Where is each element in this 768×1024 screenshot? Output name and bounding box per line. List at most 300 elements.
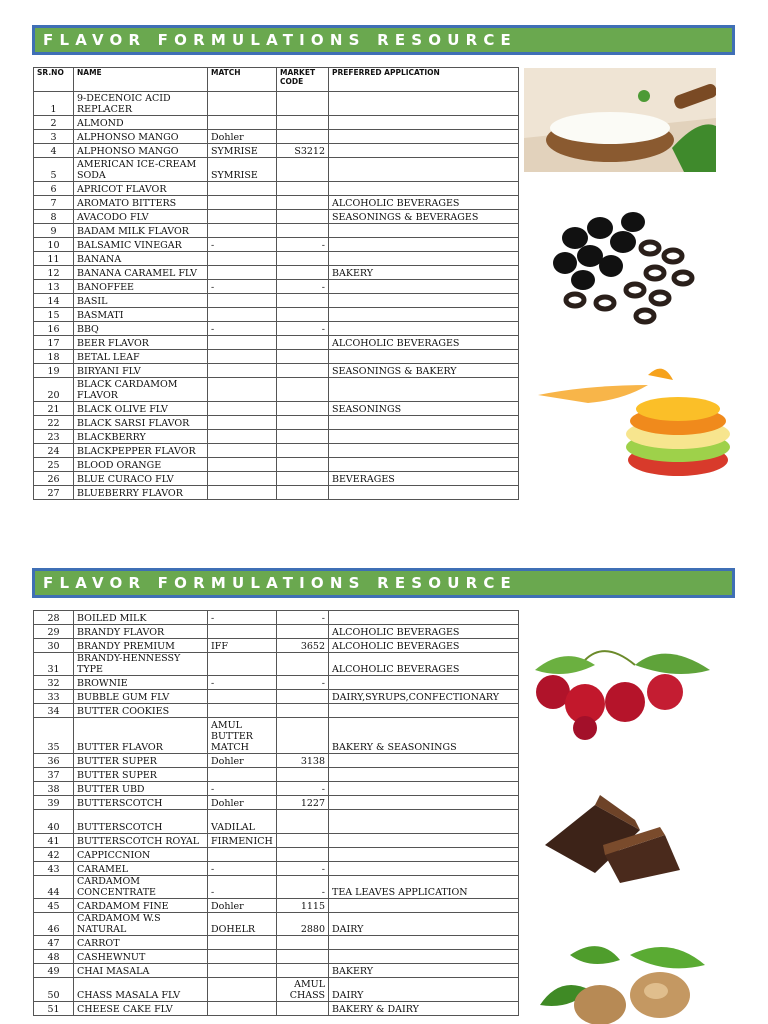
- table-row: [34, 718, 519, 754]
- match-cell: [208, 92, 277, 116]
- table-row: [34, 130, 519, 144]
- sr-no-cell: 37: [34, 768, 74, 782]
- header-market-code: MARKET CODE: [277, 68, 329, 92]
- match-cell: [208, 444, 277, 458]
- application-cell: ALCOHOLIC BEVERAGES: [329, 639, 519, 653]
- flavor-table-2: [33, 610, 519, 1016]
- sr-no-cell: 38: [34, 782, 74, 796]
- market-code-cell: -: [277, 322, 329, 336]
- application-cell: [329, 486, 519, 500]
- name-cell: BLACKBERRY: [74, 430, 208, 444]
- market-code-cell: [277, 350, 329, 364]
- sr-no-cell: 48: [34, 950, 74, 964]
- match-cell: SYMRISE: [208, 144, 277, 158]
- name-cell: CASHEWNUT: [74, 950, 208, 964]
- name-cell: CAPPICCNION: [74, 848, 208, 862]
- market-code-cell: [277, 718, 329, 754]
- match-cell: [208, 690, 277, 704]
- match-cell: VADILAL: [208, 810, 277, 834]
- match-cell: Dohler: [208, 899, 277, 913]
- market-code-cell: [277, 950, 329, 964]
- table-row: [34, 336, 519, 350]
- application-cell: BAKERY & SEASONINGS: [329, 718, 519, 754]
- application-cell: [329, 322, 519, 336]
- name-cell: CARAMEL: [74, 862, 208, 876]
- table-row: [34, 754, 519, 768]
- sr-no-cell: 36: [34, 754, 74, 768]
- table-row: [34, 639, 519, 653]
- cherries-image: [525, 640, 715, 740]
- sr-no-cell: 9: [34, 224, 74, 238]
- name-cell: BROWNIE: [74, 676, 208, 690]
- sr-no-cell: 50: [34, 978, 74, 1002]
- match-cell: SYMRISE: [208, 158, 277, 182]
- market-code-cell: -: [277, 876, 329, 899]
- application-cell: [329, 378, 519, 402]
- match-cell: [208, 252, 277, 266]
- match-cell: DOHELR: [208, 913, 277, 936]
- market-code-cell: [277, 116, 329, 130]
- market-code-cell: [277, 653, 329, 676]
- name-cell: BANANA CARAMEL FLV: [74, 266, 208, 280]
- market-code-cell: -: [277, 611, 329, 625]
- market-code-cell: [277, 964, 329, 978]
- name-cell: BUTTERSCOTCH: [74, 810, 208, 834]
- application-cell: BAKERY: [329, 964, 519, 978]
- application-cell: [329, 899, 519, 913]
- market-code-cell: [277, 224, 329, 238]
- application-cell: [329, 444, 519, 458]
- match-cell: [208, 350, 277, 364]
- market-code-cell: [277, 130, 329, 144]
- match-cell: [208, 978, 277, 1002]
- table-row: [34, 862, 519, 876]
- table-row: [34, 350, 519, 364]
- name-cell: ALPHONSO MANGO: [74, 144, 208, 158]
- application-cell: SEASONINGS & BEVERAGES: [329, 210, 519, 224]
- market-code-cell: [277, 848, 329, 862]
- table-row: [34, 294, 519, 308]
- table-row: [34, 782, 519, 796]
- match-cell: [208, 402, 277, 416]
- match-cell: [208, 458, 277, 472]
- application-cell: [329, 182, 519, 196]
- table-row: [34, 950, 519, 964]
- sr-no-cell: 44: [34, 876, 74, 899]
- sr-no-cell: 5: [34, 158, 74, 182]
- match-cell: -: [208, 238, 277, 252]
- application-cell: [329, 308, 519, 322]
- header-preferred-application: PREFERRED APPLICATION: [329, 68, 519, 92]
- table-row: [34, 280, 519, 294]
- table-row: [34, 430, 519, 444]
- table-row: [34, 472, 519, 486]
- table-row: [34, 676, 519, 690]
- application-cell: [329, 848, 519, 862]
- match-cell: AMUL BUTTER MATCH: [208, 718, 277, 754]
- sr-no-cell: 12: [34, 266, 74, 280]
- name-cell: BUTTER COOKIES: [74, 704, 208, 718]
- market-code-cell: [277, 210, 329, 224]
- sr-no-cell: 33: [34, 690, 74, 704]
- header-match: MATCH: [208, 68, 277, 92]
- application-cell: DAIRY,SYRUPS,CONFECTIONARY: [329, 690, 519, 704]
- name-cell: BASMATI: [74, 308, 208, 322]
- match-cell: [208, 936, 277, 950]
- match-cell: [208, 364, 277, 378]
- flavor-table-1: [33, 67, 519, 500]
- sr-no-cell: 1: [34, 92, 74, 116]
- name-cell: CARDAMOM CONCENTRATE: [74, 876, 208, 899]
- sr-no-cell: 17: [34, 336, 74, 350]
- name-cell: AMERICAN ICE-CREAM SODA: [74, 158, 208, 182]
- application-cell: [329, 116, 519, 130]
- match-cell: [208, 1002, 277, 1016]
- name-cell: BLACK SARSI FLAVOR: [74, 416, 208, 430]
- application-cell: BEVERAGES: [329, 472, 519, 486]
- match-cell: [208, 416, 277, 430]
- market-code-cell: [277, 472, 329, 486]
- market-code-cell: 1115: [277, 899, 329, 913]
- market-code-cell: [277, 294, 329, 308]
- match-cell: [208, 486, 277, 500]
- match-cell: [208, 378, 277, 402]
- match-cell: [208, 266, 277, 280]
- table-row: [34, 625, 519, 639]
- application-cell: [329, 796, 519, 810]
- match-cell: [208, 625, 277, 639]
- name-cell: BLACK CARDAMOM FLAVOR: [74, 378, 208, 402]
- table-row: [34, 364, 519, 378]
- application-cell: [329, 144, 519, 158]
- application-cell: [329, 238, 519, 252]
- sr-no-cell: 11: [34, 252, 74, 266]
- sr-no-cell: 18: [34, 350, 74, 364]
- sr-no-cell: 30: [34, 639, 74, 653]
- table-row: [34, 252, 519, 266]
- match-cell: [208, 964, 277, 978]
- name-cell: BUTTER FLAVOR: [74, 718, 208, 754]
- table-row: [34, 1002, 519, 1016]
- table-row: [34, 322, 519, 336]
- table-row: [34, 378, 519, 402]
- sr-no-cell: 10: [34, 238, 74, 252]
- match-cell: [208, 116, 277, 130]
- match-cell: FIRMENICH: [208, 834, 277, 848]
- name-cell: BIRYANI FLV: [74, 364, 208, 378]
- sr-no-cell: 6: [34, 182, 74, 196]
- sr-no-cell: 21: [34, 402, 74, 416]
- name-cell: ALPHONSO MANGO: [74, 130, 208, 144]
- sr-no-cell: 7: [34, 196, 74, 210]
- match-cell: [208, 950, 277, 964]
- application-cell: [329, 416, 519, 430]
- application-cell: DAIRY: [329, 978, 519, 1002]
- match-cell: [208, 210, 277, 224]
- name-cell: BLACKPEPPER FLAVOR: [74, 444, 208, 458]
- market-code-cell: [277, 458, 329, 472]
- name-cell: BALSAMIC VINEGAR: [74, 238, 208, 252]
- application-cell: [329, 810, 519, 834]
- application-cell: [329, 280, 519, 294]
- application-cell: [329, 936, 519, 950]
- name-cell: CARDAMOM FINE: [74, 899, 208, 913]
- sr-no-cell: 27: [34, 486, 74, 500]
- table-row: [34, 444, 519, 458]
- sr-no-cell: 31: [34, 653, 74, 676]
- match-cell: [208, 294, 277, 308]
- sr-no-cell: 25: [34, 458, 74, 472]
- sr-no-cell: 46: [34, 913, 74, 936]
- table-row: [34, 92, 519, 116]
- market-code-cell: [277, 486, 329, 500]
- header-sr-no: SR.NO: [34, 68, 74, 92]
- application-cell: [329, 350, 519, 364]
- market-code-cell: -: [277, 238, 329, 252]
- match-cell: [208, 653, 277, 676]
- sr-no-cell: 42: [34, 848, 74, 862]
- market-code-cell: [277, 364, 329, 378]
- market-code-cell: [277, 402, 329, 416]
- sr-no-cell: 3: [34, 130, 74, 144]
- name-cell: BRANDY FLAVOR: [74, 625, 208, 639]
- sr-no-cell: 34: [34, 704, 74, 718]
- market-code-cell: 3652: [277, 639, 329, 653]
- match-cell: [208, 308, 277, 322]
- table-row: [34, 936, 519, 950]
- sr-no-cell: 24: [34, 444, 74, 458]
- application-cell: [329, 92, 519, 116]
- match-cell: -: [208, 280, 277, 294]
- table-row: [34, 768, 519, 782]
- sr-no-cell: 45: [34, 899, 74, 913]
- application-cell: ALCOHOLIC BEVERAGES: [329, 653, 519, 676]
- application-cell: [329, 224, 519, 238]
- market-code-cell: [277, 936, 329, 950]
- market-code-cell: [277, 690, 329, 704]
- match-cell: Dohler: [208, 130, 277, 144]
- sr-no-cell: 28: [34, 611, 74, 625]
- fruit-splash-image: [528, 355, 733, 480]
- market-code-cell: 3138: [277, 754, 329, 768]
- match-cell: -: [208, 676, 277, 690]
- table-row: [34, 238, 519, 252]
- sr-no-cell: 23: [34, 430, 74, 444]
- name-cell: BRANDY-HENNESSY TYPE: [74, 653, 208, 676]
- sr-no-cell: 49: [34, 964, 74, 978]
- market-code-cell: [277, 625, 329, 639]
- match-cell: -: [208, 611, 277, 625]
- table-row: [34, 116, 519, 130]
- match-cell: [208, 224, 277, 238]
- match-cell: [208, 182, 277, 196]
- name-cell: BUTTER SUPER: [74, 754, 208, 768]
- application-cell: [329, 834, 519, 848]
- sr-no-cell: 19: [34, 364, 74, 378]
- table-row: [34, 978, 519, 1002]
- table-row: [34, 158, 519, 182]
- market-code-cell: [277, 196, 329, 210]
- table-row: [34, 848, 519, 862]
- market-code-cell: [277, 768, 329, 782]
- table-row: [34, 913, 519, 936]
- name-cell: BLUEBERRY FLAVOR: [74, 486, 208, 500]
- market-code-cell: [277, 704, 329, 718]
- black-olives-image: [545, 208, 705, 332]
- table-row: [34, 899, 519, 913]
- application-cell: [329, 768, 519, 782]
- market-code-cell: -: [277, 862, 329, 876]
- application-cell: [329, 294, 519, 308]
- nuts-image: [530, 935, 715, 1024]
- application-cell: [329, 252, 519, 266]
- application-cell: [329, 782, 519, 796]
- table-row: [34, 402, 519, 416]
- page-banner-1: [32, 25, 735, 55]
- sr-no-cell: 16: [34, 322, 74, 336]
- market-code-cell: -: [277, 676, 329, 690]
- market-code-cell: -: [277, 782, 329, 796]
- sr-no-cell: 32: [34, 676, 74, 690]
- name-cell: CARROT: [74, 936, 208, 950]
- name-cell: BOILED MILK: [74, 611, 208, 625]
- market-code-cell: [277, 378, 329, 402]
- application-cell: [329, 704, 519, 718]
- market-code-cell: 2880: [277, 913, 329, 936]
- sr-no-cell: 43: [34, 862, 74, 876]
- table-row: [34, 458, 519, 472]
- table-row: [34, 653, 519, 676]
- market-code-cell: [277, 430, 329, 444]
- table-row: [34, 144, 519, 158]
- name-cell: BUTTER SUPER: [74, 768, 208, 782]
- table-row: [34, 224, 519, 238]
- table-row: [34, 810, 519, 834]
- name-cell: BRANDY PREMIUM: [74, 639, 208, 653]
- table-row: [34, 266, 519, 280]
- name-cell: BADAM MILK FLAVOR: [74, 224, 208, 238]
- table-row: [34, 182, 519, 196]
- market-code-cell: [277, 834, 329, 848]
- match-cell: [208, 196, 277, 210]
- market-code-cell: 1227: [277, 796, 329, 810]
- sr-no-cell: 35: [34, 718, 74, 754]
- match-cell: [208, 430, 277, 444]
- sr-no-cell: 26: [34, 472, 74, 486]
- name-cell: BLUE CURACO FLV: [74, 472, 208, 486]
- name-cell: AVACODO FLV: [74, 210, 208, 224]
- market-code-cell: [277, 92, 329, 116]
- market-code-cell: [277, 182, 329, 196]
- market-code-cell: [277, 336, 329, 350]
- sr-no-cell: 15: [34, 308, 74, 322]
- application-cell: [329, 158, 519, 182]
- table-row: [34, 796, 519, 810]
- market-code-cell: [277, 252, 329, 266]
- name-cell: BUTTERSCOTCH ROYAL: [74, 834, 208, 848]
- application-cell: [329, 950, 519, 964]
- table-row: [34, 690, 519, 704]
- name-cell: BBQ: [74, 322, 208, 336]
- sr-no-cell: 40: [34, 810, 74, 834]
- name-cell: CHAI MASALA: [74, 964, 208, 978]
- application-cell: [329, 611, 519, 625]
- application-cell: ALCOHOLIC BEVERAGES: [329, 196, 519, 210]
- sr-no-cell: 51: [34, 1002, 74, 1016]
- name-cell: CHASS MASALA FLV: [74, 978, 208, 1002]
- table-row: [34, 196, 519, 210]
- match-cell: [208, 472, 277, 486]
- name-cell: BEER FLAVOR: [74, 336, 208, 350]
- application-cell: [329, 754, 519, 768]
- name-cell: BLACK OLIVE FLV: [74, 402, 208, 416]
- application-cell: SEASONINGS: [329, 402, 519, 416]
- sr-no-cell: 20: [34, 378, 74, 402]
- market-code-cell: [277, 416, 329, 430]
- page-banner-2: [32, 568, 735, 598]
- market-code-cell: S3212: [277, 144, 329, 158]
- market-code-cell: [277, 810, 329, 834]
- market-code-cell: [277, 266, 329, 280]
- match-cell: [208, 768, 277, 782]
- table-row: [34, 416, 519, 430]
- name-cell: BANANA: [74, 252, 208, 266]
- market-code-cell: [277, 158, 329, 182]
- application-cell: ALCOHOLIC BEVERAGES: [329, 625, 519, 639]
- match-cell: [208, 848, 277, 862]
- match-cell: -: [208, 782, 277, 796]
- market-code-cell: [277, 1002, 329, 1016]
- name-cell: BASIL: [74, 294, 208, 308]
- match-cell: -: [208, 322, 277, 336]
- market-code-cell: [277, 308, 329, 322]
- application-cell: ALCOHOLIC BEVERAGES: [329, 336, 519, 350]
- application-cell: [329, 130, 519, 144]
- banner-title: FLAVOR FORMULATIONS RESOURCE: [43, 574, 518, 592]
- sr-no-cell: 39: [34, 796, 74, 810]
- application-cell: [329, 676, 519, 690]
- application-cell: BAKERY & DAIRY: [329, 1002, 519, 1016]
- table-row: [34, 876, 519, 899]
- application-cell: [329, 458, 519, 472]
- name-cell: BUTTER UBD: [74, 782, 208, 796]
- sr-no-cell: 22: [34, 416, 74, 430]
- market-code-cell: AMUL CHASS: [277, 978, 329, 1002]
- sr-no-cell: 13: [34, 280, 74, 294]
- sr-no-cell: 14: [34, 294, 74, 308]
- application-cell: DAIRY: [329, 913, 519, 936]
- match-cell: [208, 704, 277, 718]
- name-cell: BLOOD ORANGE: [74, 458, 208, 472]
- application-cell: [329, 430, 519, 444]
- market-code-cell: [277, 444, 329, 458]
- table-row: [34, 486, 519, 500]
- market-code-cell: -: [277, 280, 329, 294]
- table-row: [34, 210, 519, 224]
- sr-no-cell: 4: [34, 144, 74, 158]
- name-cell: BUTTERSCOTCH: [74, 796, 208, 810]
- name-cell: AROMATO BITTERS: [74, 196, 208, 210]
- rice-bowl-image: [524, 68, 716, 172]
- name-cell: CARDAMOM W.S NATURAL: [74, 913, 208, 936]
- match-cell: Dohler: [208, 754, 277, 768]
- application-cell: [329, 862, 519, 876]
- match-cell: -: [208, 876, 277, 899]
- table-row: [34, 964, 519, 978]
- application-cell: TEA LEAVES APPLICATION: [329, 876, 519, 899]
- application-cell: SEASONINGS & BAKERY: [329, 364, 519, 378]
- name-cell: BUBBLE GUM FLV: [74, 690, 208, 704]
